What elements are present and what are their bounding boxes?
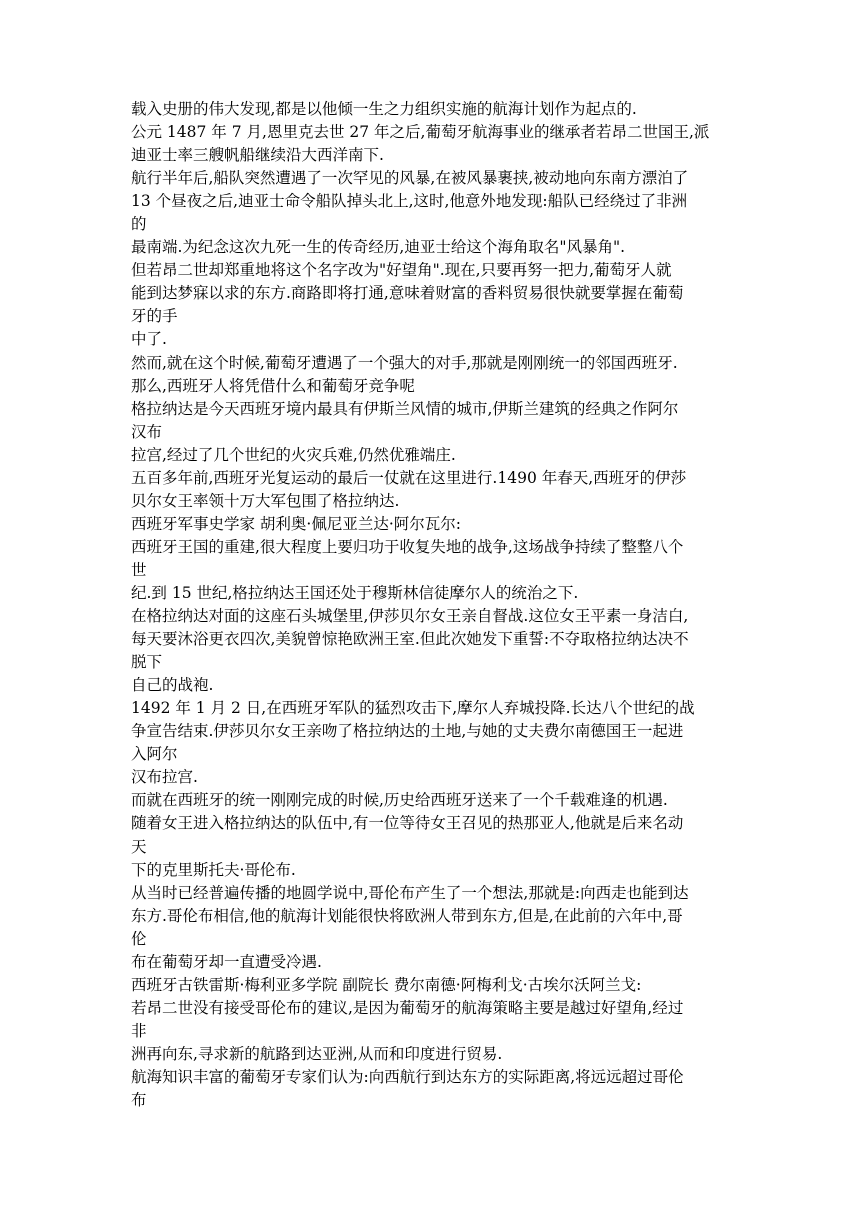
text-line: 汉布 (131, 422, 163, 441)
text-line: 拉宫,经过了几个世纪的火灾兵难,仍然优雅端庄. (131, 445, 456, 464)
text-line: 13 个昼夜之后,迪亚士命令船队掉头北上,这时,他意外地发现:船队已经绕过了非洲 (131, 192, 688, 211)
text-line: 最南端.为纪念这次九死一生的传奇经历,迪亚士给这个海角取名"风暴角". (131, 238, 626, 257)
text-line: 而就在西班牙的统一刚刚完成的时候,历史给西班牙送来了一个千载难逢的机遇. (131, 791, 668, 810)
text-line: 能到达梦寐以求的东方.商路即将打通,意味着财富的香料贸易很快就要掌握在葡萄 (131, 284, 684, 303)
text-line: 1492 年 1 月 2 日,在西班牙军队的猛烈攻击下,摩尔人弃城投降.长达八个世纪的战 (131, 699, 695, 718)
text-line: 下的克里斯托夫·哥伦布. (131, 860, 296, 879)
text-line: 入阿尔 (131, 745, 178, 764)
text-line: 随着女王进入格拉纳达的队伍中,有一位等待女王召见的热那亚人,他就是后来名动 (131, 814, 684, 833)
text-line: 纪.到 15 世纪,格拉纳达王国还处于穆斯林信徒摩尔人的统治之下. (131, 583, 579, 602)
text-line: 非 (131, 1021, 147, 1040)
text-line: 但若昂二世却郑重地将这个名字改为"好望角".现在,只要再努一把力,葡萄牙人就 (131, 261, 672, 280)
text-line: 牙的手 (131, 307, 178, 326)
text-line: 航行半年后,船队突然遭遇了一次罕见的风暴,在被风暴裹挟,被动地向东南方漂泊了 (131, 169, 689, 188)
text-line: 西班牙军事史学家 胡利奥·佩尼亚兰达·阿尔瓦尔: (131, 514, 462, 533)
text-line: 脱下 (131, 653, 163, 672)
text-line: 那么,西班牙人将凭借什么和葡萄牙竞争呢 (131, 376, 415, 395)
text-line: 若昂二世没有接受哥伦布的建议,是因为葡萄牙的航海策略主要是越过好望角,经过 (131, 998, 684, 1017)
text-line: 自己的战袍. (131, 676, 214, 695)
text-line: 天 (131, 837, 147, 856)
text-line: 东方.哥伦布相信,他的航海计划能很快将欧洲人带到东方,但是,在此前的六年中,哥 (131, 906, 683, 925)
text-line: 五百多年前,西班牙光复运动的最后一仗就在这里进行.1490 年春天,西班牙的伊莎 (131, 468, 687, 487)
text-line: 载入史册的伟大发现,都是以他倾一生之力组织实施的航海计划作为起点的. (131, 100, 637, 118)
text-line: 公元 1487 年 7 月,恩里克去世 27 年之后,葡萄牙航海事业的继承者若昂二世国王,派 (131, 123, 710, 142)
text-line: 然而,就在这个时候,葡萄牙遭遇了一个强大的对手,那就是刚刚统一的邻国西班牙. (131, 353, 678, 372)
text-line: 世 (131, 560, 147, 579)
text-line: 在格拉纳达对面的这座石头城堡里,伊莎贝尔女王亲自督战.这位女王平素一身洁白, (131, 607, 689, 626)
text-line: 贝尔女王率领十万大军包围了格拉纳达. (131, 491, 400, 510)
text-line: 的 (131, 215, 147, 234)
text-line: 洲再向东,寻求新的航路到达亚洲,从而和印度进行贸易. (131, 1044, 503, 1063)
text-line: 西班牙古铁雷斯·梅利亚多学院 副院长 费尔南德·阿梅利戈·古埃尔沃阿兰戈: (131, 975, 642, 994)
text-line: 从当时已经普遍传播的地圆学说中,哥伦布产生了一个想法,那就是:向西走也能到达 (131, 883, 689, 902)
text-line: 汉布拉宫. (131, 768, 198, 787)
text-line: 伦 (131, 929, 147, 948)
text-line: 迪亚士率三艘帆船继续沿大西洋南下. (131, 146, 384, 165)
text-line: 西班牙王国的重建,很大程度上要归功于收复失地的战争,这场战争持续了整整八个 (131, 537, 684, 556)
text-line: 争宣告结束.伊莎贝尔女王亲吻了格拉纳达的土地,与她的丈夫费尔南德国王一起进 (131, 722, 684, 741)
text-line: 布 (131, 1091, 147, 1110)
text-line: 航海知识丰富的葡萄牙专家们认为:向西航行到达东方的实际距离,将远远超过哥伦 (131, 1067, 684, 1086)
text-line: 格拉纳达是今天西班牙境内最具有伊斯兰风情的城市,伊斯兰建筑的经典之作阿尔 (131, 399, 679, 418)
text-line: 每天要沐浴更衣四次,美貌曾惊艳欧洲王室.但此次她发下重誓:不夺取格拉纳达决不 (131, 630, 689, 649)
text-line: 中了. (131, 330, 167, 349)
text-line: 布在葡萄牙却一直遭受冷遇. (131, 952, 322, 971)
document-page (131, 98, 731, 1112)
